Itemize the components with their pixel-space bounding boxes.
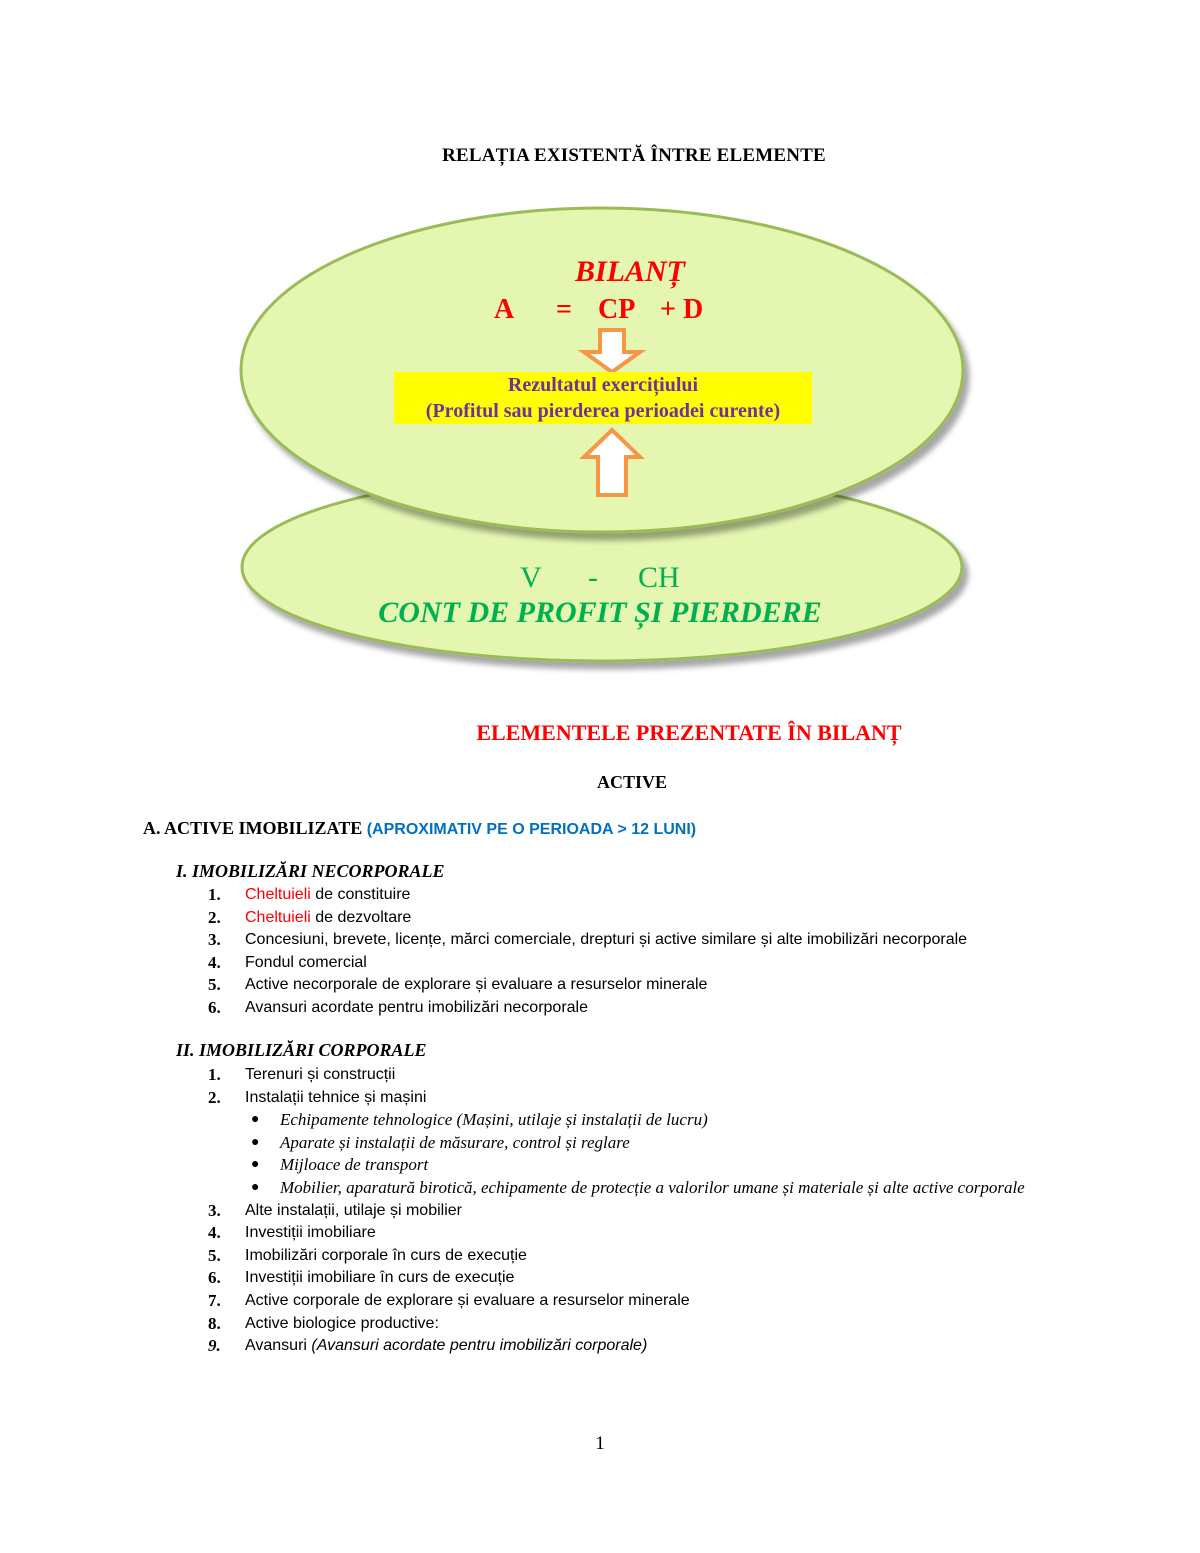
item-number: 3.: [208, 930, 221, 950]
page-number: 1: [595, 1433, 605, 1454]
bullet-icon: ●: [251, 1112, 260, 1128]
list-item: [208, 929, 1068, 952]
bullet-text: Mobilier, aparatură birotică, echipamente de protecție a valorilor umane și materiale și alte active corporale: [280, 1177, 1025, 1197]
item-number: 9.: [208, 1336, 221, 1356]
item-text: Fondul comercial: [245, 953, 367, 971]
active-title: ACTIVE: [596, 772, 667, 792]
imob-necorporale-title: I. IMOBILIZĂRI NECORPORALE: [176, 861, 445, 881]
item-number: 6.: [208, 997, 221, 1017]
relationship-diagram: [0, 0, 1200, 700]
item-text: Active necorporale de explorare și evaluare a resurselor minerale: [245, 976, 708, 994]
bullet-icon: ●: [251, 1157, 260, 1173]
bullet-text: Mijloace de transport: [280, 1155, 429, 1175]
group-a-heading: [143, 818, 696, 839]
bullet-icon: ●: [251, 1179, 260, 1195]
list-item: [208, 974, 1068, 997]
minus-label: -: [588, 561, 598, 594]
item-number: 5.: [208, 975, 221, 995]
bilant-title: BILANȚ: [574, 255, 685, 288]
list-item: [208, 1245, 1068, 1268]
item-number: 8.: [208, 1313, 221, 1333]
item-text: Alte instalații, utilaje și mobilier: [245, 1201, 462, 1219]
item-red-text: Cheltuieli: [245, 908, 311, 926]
item-text: Terenuri și construcții: [245, 1066, 396, 1083]
item-text: Concesiuni, brevete, licențe, mărci comerciale, drepturi și active similare și alte imobilizări necorporale: [245, 931, 968, 949]
result-line-1: Rezultatul exercițiului: [507, 374, 699, 396]
diagram-shapes: [0, 0, 1200, 700]
list-item: [208, 952, 1068, 975]
group-a-note: (APROXIMATIV PE O PERIOADA > 12 LUNI): [366, 821, 697, 838]
item-text: Investiții imobiliare în curs de execuție: [245, 1269, 515, 1287]
item-number: 2.: [208, 1087, 221, 1107]
imob-necorporale-list: [208, 884, 1068, 1020]
item-text: de constituire: [310, 886, 411, 903]
list-item: [208, 997, 1068, 1020]
list-item: [208, 1200, 1068, 1223]
bullet-item: [208, 1132, 1056, 1155]
list-item: [208, 907, 1068, 930]
result-line-2: (Profitul sau pierderea perioadei curente): [425, 400, 781, 422]
item-text: Active biologice productive:: [245, 1314, 439, 1332]
list-item: [208, 1087, 1068, 1110]
ch-label: CH: [638, 561, 680, 594]
item-number: 1.: [208, 885, 221, 904]
bullet-item: [208, 1109, 1056, 1132]
item-number: 4.: [208, 952, 221, 972]
item-number: 2.: [208, 907, 221, 927]
list-item: [208, 1290, 1068, 1313]
cont-profit-pierdere-title: CONT DE PROFIT ȘI PIERDERE: [378, 596, 822, 629]
bullet-item: [208, 1177, 1056, 1200]
item-text: Instalații tehnice și mașini: [245, 1088, 427, 1106]
imob-corporale-list: [208, 1064, 1068, 1358]
equation-plus-d: + D: [660, 294, 704, 325]
page-title: RELAȚIA EXISTENTĂ ÎNTRE ELEMENTE: [442, 145, 826, 166]
item-text: de dezvoltare: [310, 908, 412, 926]
bullet-text: Aparate și instalații de măsurare, control și reglare: [280, 1132, 630, 1152]
item-red-text: Cheltuieli: [245, 886, 311, 903]
list-item: [208, 1313, 1068, 1336]
list-item: [208, 1335, 1068, 1358]
bullet-text: Echipamente tehnologice (Mașini, utilaje și instalații de lucru): [280, 1110, 708, 1130]
item-number: 3.: [208, 1200, 221, 1220]
list-item: [208, 1064, 1068, 1087]
v-label: V: [520, 561, 542, 594]
list-item: [208, 884, 1068, 907]
section-title: ELEMENTELE PREZENTATE ÎN BILANȚ: [476, 720, 902, 745]
group-a-label: A. ACTIVE IMOBILIZATE: [143, 818, 363, 838]
imob-corporale-title: II. IMOBILIZĂRI CORPORALE: [176, 1040, 427, 1060]
item-text: Active corporale de explorare și evaluare a resurselor minerale: [245, 1291, 690, 1309]
item-number: 4.: [208, 1223, 221, 1243]
item-text: Investiții imobiliare: [245, 1224, 376, 1242]
list-item: [208, 1267, 1068, 1290]
item-number: 5.: [208, 1245, 221, 1265]
bullet-icon: ●: [251, 1134, 260, 1150]
equation-equals: =: [556, 294, 572, 325]
item-text: Avansuri: [245, 1337, 312, 1355]
equation-cp: CP: [598, 294, 636, 325]
equation-a: A: [494, 294, 515, 325]
item-number: 6.: [208, 1268, 221, 1288]
item-number: 7.: [208, 1290, 221, 1310]
item-text: Imobilizări corporale în curs de execuție: [245, 1246, 527, 1264]
bullet-item: [208, 1154, 1056, 1177]
result-box: [394, 372, 812, 424]
list-item: [208, 1222, 1068, 1245]
item-text: Avansuri acordate pentru imobilizări necorporale: [245, 998, 588, 1016]
item-number: 1.: [208, 1065, 221, 1084]
item-italic-text: (Avansuri acordate pentru imobilizări corporale): [311, 1337, 648, 1355]
